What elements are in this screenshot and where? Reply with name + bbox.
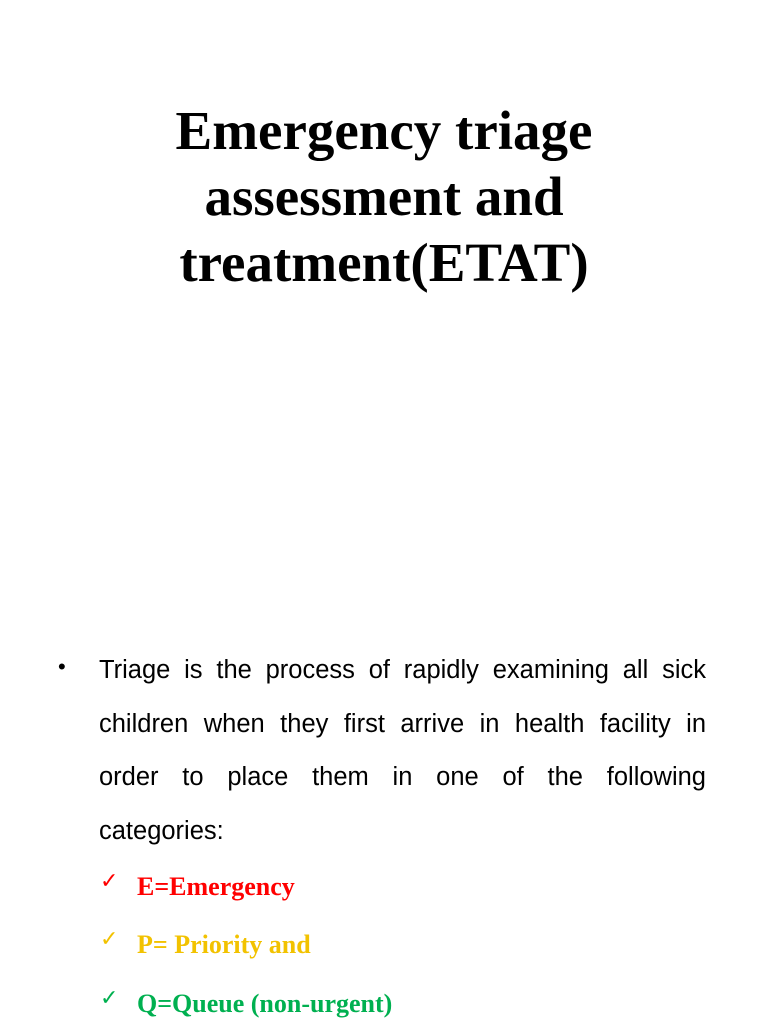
title-line-1: Emergency triage: [175, 100, 593, 161]
bullet-paragraph: Triage is the process of rapidly examining all sick children when they first arrive in health facility in order to place them in one of the following categories:: [99, 656, 706, 845]
title-line-3: treatment(ETAT): [179, 232, 589, 293]
checkmark-icon: ✓: [100, 986, 119, 1011]
slide-title: [0, 98, 768, 296]
bullet-marker: •: [58, 654, 66, 679]
checkmark-icon: ✓: [100, 869, 119, 894]
category-label: E=Emergency: [137, 872, 295, 901]
category-emergency: [100, 871, 295, 911]
category-priority: [100, 929, 311, 969]
category-queue: [100, 988, 392, 1028]
checkmark-icon: ✓: [100, 927, 119, 952]
category-label: Q=Queue (non-urgent): [137, 989, 393, 1018]
category-label: P= Priority and: [137, 930, 311, 959]
title-line-2: assessment and: [204, 166, 564, 227]
